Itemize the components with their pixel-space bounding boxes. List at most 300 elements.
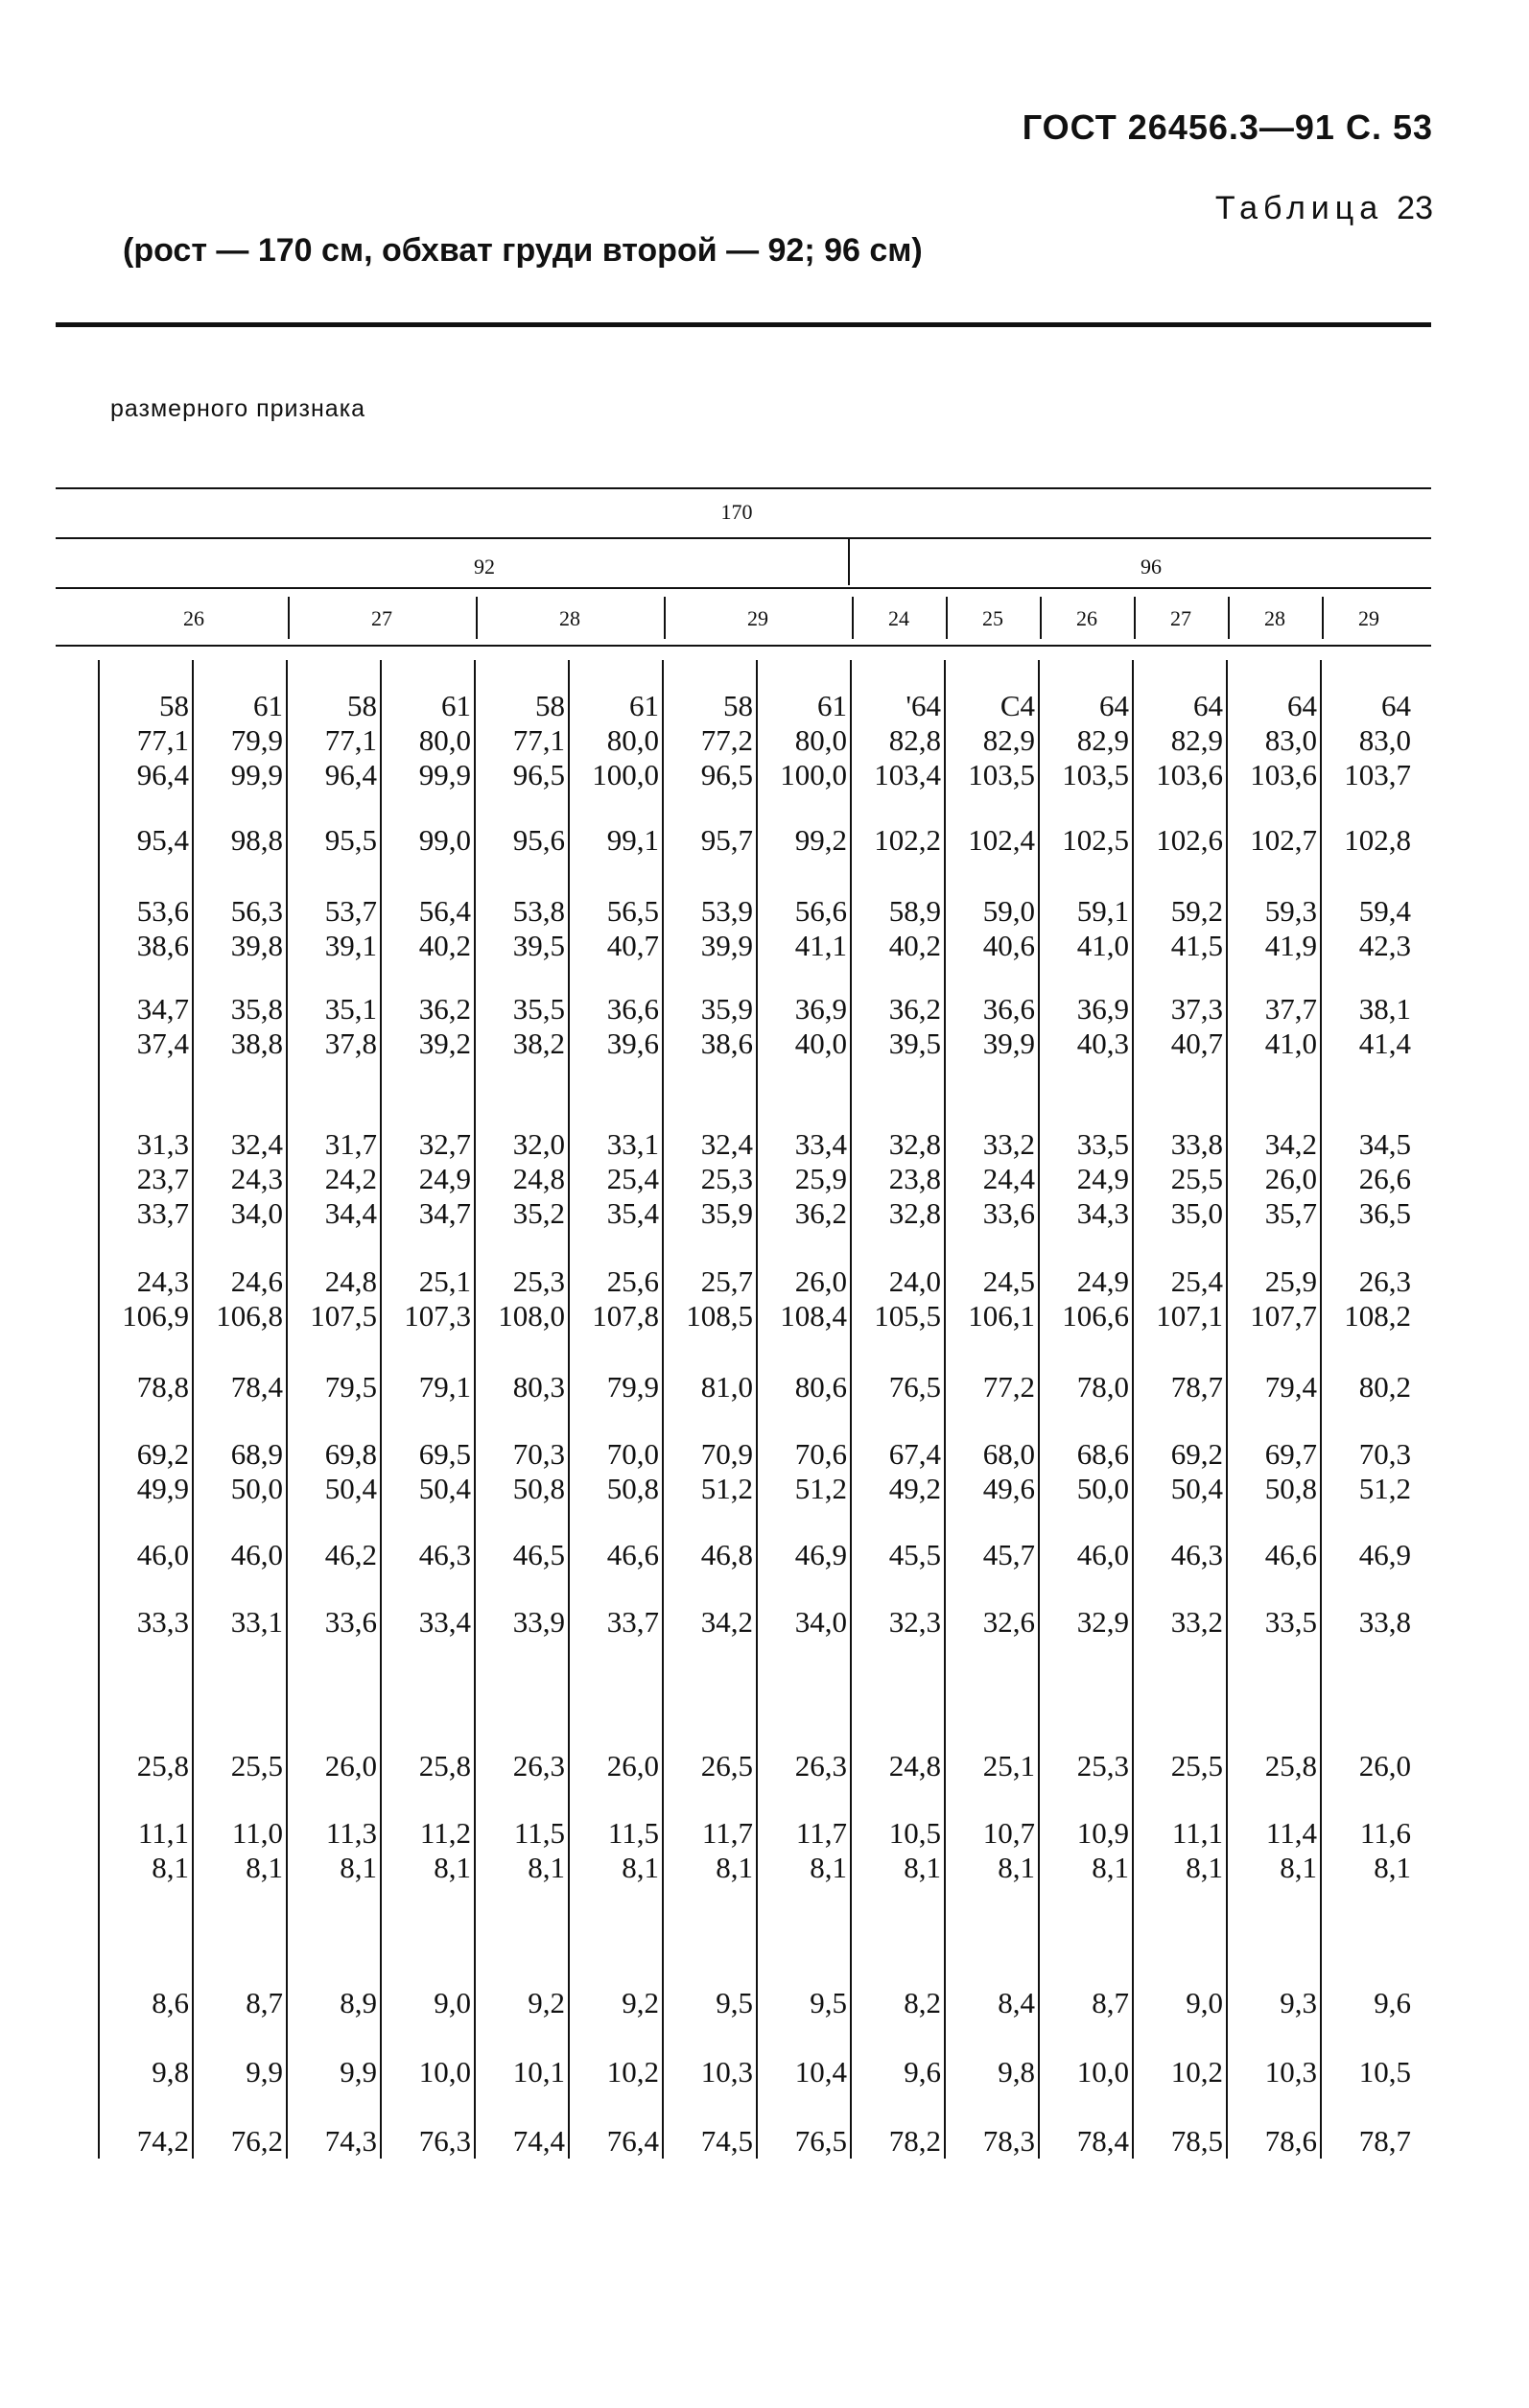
table-cell: 76,2 <box>230 2124 283 2158</box>
table-cell: 32,6 <box>982 1605 1035 1639</box>
table-cell: 40,3 <box>1076 1027 1129 1060</box>
table-cell: 80,0 <box>418 723 471 757</box>
table-cell: 107,5 <box>310 1299 377 1333</box>
table-cell: 10,2 <box>606 2055 659 2089</box>
table-cell: 69,2 <box>136 1437 189 1471</box>
chest-group-96: 96 <box>1141 555 1162 578</box>
table-cell: 77,1 <box>324 723 377 757</box>
table-cell: 103,4 <box>874 758 941 791</box>
table-cell: 59,0 <box>982 894 1035 928</box>
table-cell: 9,6 <box>1374 1986 1411 2019</box>
column-separator <box>1320 660 1322 2159</box>
table-cell: 41,0 <box>1076 929 1129 962</box>
table-cell: 74,2 <box>136 2124 189 2158</box>
table-cell: 33,2 <box>1170 1605 1223 1639</box>
table-cell: 10,9 <box>1076 1816 1129 1850</box>
table-cell: 34,7 <box>136 992 189 1026</box>
table-cell: 78,0 <box>1076 1370 1129 1404</box>
table-cell: 23,7 <box>136 1162 189 1195</box>
table-cell: 25,9 <box>794 1162 847 1195</box>
table-cell: 39,5 <box>512 929 565 962</box>
table-cell: 80,6 <box>794 1370 847 1404</box>
table-cell: 53,6 <box>136 894 189 928</box>
table-cell: 9,8 <box>152 2055 189 2089</box>
table-cell: 108,4 <box>780 1299 847 1333</box>
table-cell: 98,8 <box>230 823 283 857</box>
hip-divider <box>946 597 948 639</box>
table-cell: 103,6 <box>1250 758 1317 791</box>
table-cell: 40,7 <box>606 929 659 962</box>
hip-group-header: 29 <box>747 606 768 630</box>
table-cell: 11,2 <box>419 1816 471 1850</box>
table-cell: 70,9 <box>700 1437 753 1471</box>
table-cell: 46,0 <box>230 1538 283 1571</box>
table-cell: 106,9 <box>122 1299 189 1333</box>
table-cell: 74,3 <box>324 2124 377 2158</box>
table-cell: 10,3 <box>1264 2055 1317 2089</box>
table-cell: 95,6 <box>512 823 565 857</box>
table-cell: 96,5 <box>700 758 753 791</box>
table-cell: 34,2 <box>1264 1127 1317 1161</box>
table-cell: 25,3 <box>700 1162 753 1195</box>
table-cell: 103,6 <box>1156 758 1223 791</box>
table-cell: 103,5 <box>968 758 1035 791</box>
table-cell: 45,5 <box>888 1538 941 1571</box>
table-cell: 78,4 <box>1076 2124 1129 2158</box>
table-cell: 82,9 <box>1170 723 1223 757</box>
table-cell: 96,5 <box>512 758 565 791</box>
table-cell: 9,8 <box>998 2055 1035 2089</box>
table-cell: 64 <box>1381 689 1411 722</box>
table-cell: 34,3 <box>1076 1196 1129 1230</box>
table-cell: 10,0 <box>418 2055 471 2089</box>
table-cell: 58 <box>159 689 189 722</box>
column-separator <box>756 660 758 2159</box>
table-cell: 33,5 <box>1264 1605 1317 1639</box>
table-cell: 24,8 <box>324 1264 377 1298</box>
table-cell: 83,0 <box>1358 723 1411 757</box>
table-cell: 96,4 <box>136 758 189 791</box>
table-cell: 26,5 <box>700 1749 753 1782</box>
table-cell: 39,2 <box>418 1027 471 1060</box>
table-cell: 78,5 <box>1170 2124 1223 2158</box>
table-cell: 102,5 <box>1062 823 1129 857</box>
page-header-standard: ГОСТ 26456.3—91 С. 53 <box>1022 107 1433 147</box>
table-cell: 50,4 <box>324 1472 377 1505</box>
table-cell: 9,5 <box>810 1986 847 2019</box>
table-cell: 8,4 <box>998 1986 1035 2019</box>
table-cell: 50,8 <box>1264 1472 1317 1505</box>
table-cell: 49,6 <box>982 1472 1035 1505</box>
table-cell: 78,2 <box>888 2124 941 2158</box>
table-cell: 46,5 <box>512 1538 565 1571</box>
table-cell: 67,4 <box>888 1437 941 1471</box>
table-cell: 9,2 <box>528 1986 565 2019</box>
column-caption: размерного признака <box>110 395 366 422</box>
table-cell: 78,3 <box>982 2124 1035 2158</box>
top-rule <box>56 322 1431 327</box>
table-cell: 35,4 <box>606 1196 659 1230</box>
chest-divider <box>848 539 850 585</box>
table-cell: 103,5 <box>1062 758 1129 791</box>
table-cell: 8,2 <box>904 1986 941 2019</box>
table-cell: 50,8 <box>512 1472 565 1505</box>
table-cell: 56,5 <box>606 894 659 928</box>
table-cell: 59,4 <box>1358 894 1411 928</box>
table-cell: 32,8 <box>888 1196 941 1230</box>
table-cell: 25,5 <box>1170 1749 1223 1782</box>
table-cell: 37,3 <box>1170 992 1223 1026</box>
table-cell: 108,0 <box>498 1299 565 1333</box>
column-separator <box>380 660 382 2159</box>
column-separator <box>98 660 100 2159</box>
table-cell: 106,1 <box>968 1299 1035 1333</box>
table-cell: 33,6 <box>982 1196 1035 1230</box>
table-cell: 11,3 <box>325 1816 377 1850</box>
table-cell: 8,1 <box>716 1851 753 1884</box>
table-cell: 58 <box>347 689 377 722</box>
table-cell: 10,7 <box>982 1816 1035 1850</box>
table-cell: 25,3 <box>512 1264 565 1298</box>
table-cell: 58 <box>535 689 565 722</box>
table-cell: 81,0 <box>700 1370 753 1404</box>
table-cell: 8,1 <box>810 1851 847 1884</box>
table-cell: 39,5 <box>888 1027 941 1060</box>
table-cell: 78,7 <box>1358 2124 1411 2158</box>
table-cell: 10,2 <box>1170 2055 1223 2089</box>
table-cell: 64 <box>1193 689 1223 722</box>
table-cell: 34,2 <box>700 1605 753 1639</box>
table-cell: 50,8 <box>606 1472 659 1505</box>
table-cell: 46,0 <box>136 1538 189 1571</box>
table-cell: 38,1 <box>1358 992 1411 1026</box>
table-cell: 33,2 <box>982 1127 1035 1161</box>
table-cell: 50,0 <box>1076 1472 1129 1505</box>
header-rule-1 <box>56 487 1431 489</box>
table-cell: 8,1 <box>904 1851 941 1884</box>
table-cell: 46,2 <box>324 1538 377 1571</box>
table-cell: 49,2 <box>888 1472 941 1505</box>
table-cell: 74,4 <box>512 2124 565 2158</box>
table-cell: 10,4 <box>794 2055 847 2089</box>
table-cell: 26,0 <box>324 1749 377 1782</box>
table-cell: 53,7 <box>324 894 377 928</box>
table-cell: 61 <box>817 689 847 722</box>
table-cell: 99,1 <box>606 823 659 857</box>
table-cell: 24,2 <box>324 1162 377 1195</box>
table-cell: 11,6 <box>1359 1816 1411 1850</box>
table-cell: 82,9 <box>982 723 1035 757</box>
hip-group-header: 28 <box>1264 606 1285 630</box>
table-cell: 61 <box>253 689 283 722</box>
table-cell: 32,9 <box>1076 1605 1129 1639</box>
table-cell: 78,7 <box>1170 1370 1223 1404</box>
table-cell: 8,9 <box>340 1986 377 2019</box>
table-cell: 56,4 <box>418 894 471 928</box>
table-cell: 33,8 <box>1358 1605 1411 1639</box>
table-cell: 35,1 <box>324 992 377 1026</box>
table-cell: 26,6 <box>1358 1162 1411 1195</box>
table-cell: 102,7 <box>1250 823 1317 857</box>
table-cell: 82,9 <box>1076 723 1129 757</box>
table-cell: 107,8 <box>592 1299 659 1333</box>
table-cell: 40,7 <box>1170 1027 1223 1060</box>
table-cell: 33,9 <box>512 1605 565 1639</box>
table-cell: 102,8 <box>1344 823 1411 857</box>
table-cell: 79,5 <box>324 1370 377 1404</box>
column-separator <box>192 660 194 2159</box>
table-cell: 9,0 <box>1186 1986 1223 2019</box>
table-cell: 11,1 <box>1171 1816 1223 1850</box>
table-cell: 77,1 <box>136 723 189 757</box>
table-cell: 26,3 <box>512 1749 565 1782</box>
hip-divider <box>476 597 478 639</box>
table-cell: 11,4 <box>1265 1816 1317 1850</box>
table-cell: 33,3 <box>136 1605 189 1639</box>
table-cell: 25,5 <box>1170 1162 1223 1195</box>
table-cell: 102,4 <box>968 823 1035 857</box>
table-cell: 77,2 <box>982 1370 1035 1404</box>
hip-divider <box>1228 597 1230 639</box>
table-cell: 46,6 <box>606 1538 659 1571</box>
table-cell: 74,5 <box>700 2124 753 2158</box>
table-cell: 25,1 <box>418 1264 471 1298</box>
table-cell: 102,6 <box>1156 823 1223 857</box>
table-cell: 33,8 <box>1170 1127 1223 1161</box>
table-cell: 39,8 <box>230 929 283 962</box>
table-cell: 39,1 <box>324 929 377 962</box>
table-cell: 78,4 <box>230 1370 283 1404</box>
table-cell: 8,1 <box>528 1851 565 1884</box>
table-cell: 46,9 <box>794 1538 847 1571</box>
column-separator <box>286 660 288 2159</box>
table-cell: 33,4 <box>794 1127 847 1161</box>
table-label <box>1215 190 1433 227</box>
table-cell: 24,0 <box>888 1264 941 1298</box>
table-cell: 9,3 <box>1280 1986 1317 2019</box>
table-cell: 41,1 <box>794 929 847 962</box>
table-cell: 9,9 <box>246 2055 283 2089</box>
hip-group-header: 26 <box>183 606 204 630</box>
table-cell: 26,3 <box>1358 1264 1411 1298</box>
table-cell: 79,9 <box>230 723 283 757</box>
table-cell: 10,3 <box>700 2055 753 2089</box>
table-cell: 105,5 <box>874 1299 941 1333</box>
table-cell: 33,7 <box>606 1605 659 1639</box>
table-cell: 42,3 <box>1358 929 1411 962</box>
table-cell: 39,6 <box>606 1027 659 1060</box>
column-separator <box>662 660 664 2159</box>
table-cell: 40,2 <box>418 929 471 962</box>
table-cell: 76,5 <box>794 2124 847 2158</box>
table-cell: 58 <box>723 689 753 722</box>
hip-group-header: 27 <box>371 606 392 630</box>
table-cell: 10,5 <box>888 1816 941 1850</box>
table-cell: 50,4 <box>1170 1472 1223 1505</box>
table-cell: 82,8 <box>888 723 941 757</box>
hip-divider <box>852 597 854 639</box>
table-cell: 11,1 <box>137 1816 189 1850</box>
table-cell: 8,7 <box>1092 1986 1129 2019</box>
table-cell: 33,1 <box>230 1605 283 1639</box>
table-cell: 25,7 <box>700 1264 753 1298</box>
column-separator <box>1038 660 1040 2159</box>
table-cell: 24,5 <box>982 1264 1035 1298</box>
table-cell: 69,8 <box>324 1437 377 1471</box>
table-cell: 25,3 <box>1076 1749 1129 1782</box>
table-cell: 11,0 <box>231 1816 283 1850</box>
table-cell: C4 <box>1000 689 1035 722</box>
table-cell: 56,3 <box>230 894 283 928</box>
table-cell: 68,6 <box>1076 1437 1129 1471</box>
table-cell: 8,6 <box>152 1986 189 2019</box>
table-cell: 33,7 <box>136 1196 189 1230</box>
table-cell: 10,0 <box>1076 2055 1129 2089</box>
hip-group-header: 28 <box>559 606 580 630</box>
table-cell: 37,4 <box>136 1027 189 1060</box>
table-cell: 99,9 <box>418 758 471 791</box>
table-cell: 35,7 <box>1264 1196 1317 1230</box>
table-cell: 33,4 <box>418 1605 471 1639</box>
table-cell: 26,0 <box>794 1264 847 1298</box>
table-cell: 8,1 <box>152 1851 189 1884</box>
table-cell: 79,1 <box>418 1370 471 1404</box>
table-cell: 56,6 <box>794 894 847 928</box>
table-cell: 41,4 <box>1358 1027 1411 1060</box>
table-cell: 59,2 <box>1170 894 1223 928</box>
table-cell: 96,4 <box>324 758 377 791</box>
table-cell: 34,0 <box>230 1196 283 1230</box>
table-cell: 61 <box>441 689 471 722</box>
table-cell: 32,8 <box>888 1127 941 1161</box>
table-cell: 35,2 <box>512 1196 565 1230</box>
table-cell: 9,0 <box>434 1986 471 2019</box>
table-cell: 76,4 <box>606 2124 659 2158</box>
table-cell: 8,7 <box>246 1986 283 2019</box>
table-cell: 9,9 <box>340 2055 377 2089</box>
table-cell: 24,4 <box>982 1162 1035 1195</box>
table-cell: 11,7 <box>795 1816 847 1850</box>
table-cell: 37,7 <box>1264 992 1317 1026</box>
table-cell: 24,9 <box>1076 1162 1129 1195</box>
table-cell: 103,7 <box>1344 758 1411 791</box>
table-cell: 32,4 <box>700 1127 753 1161</box>
column-separator <box>1132 660 1134 2159</box>
table-cell: 61 <box>629 689 659 722</box>
hip-divider <box>1040 597 1042 639</box>
table-cell: 49,9 <box>136 1472 189 1505</box>
table-cell: 107,1 <box>1156 1299 1223 1333</box>
table-cell: 23,8 <box>888 1162 941 1195</box>
column-separator <box>850 660 852 2159</box>
column-separator <box>568 660 570 2159</box>
table-cell: 24,6 <box>230 1264 283 1298</box>
table-cell: 8,1 <box>622 1851 659 1884</box>
table-cell: 53,9 <box>700 894 753 928</box>
table-cell: 34,0 <box>794 1605 847 1639</box>
table-cell: 9,5 <box>716 1986 753 2019</box>
table-cell: 8,1 <box>246 1851 283 1884</box>
table-cell: 41,9 <box>1264 929 1317 962</box>
table-cell: 40,6 <box>982 929 1035 962</box>
table-cell: 26,3 <box>794 1749 847 1782</box>
table-cell: 99,9 <box>230 758 283 791</box>
table-cell: 24,9 <box>1076 1264 1129 1298</box>
table-cell: 11,5 <box>607 1816 659 1850</box>
hip-group-header: 24 <box>888 606 909 630</box>
table-cell: 32,7 <box>418 1127 471 1161</box>
table-cell: 25,9 <box>1264 1264 1317 1298</box>
header-rule-4 <box>56 645 1431 647</box>
table-cell: 34,7 <box>418 1196 471 1230</box>
table-cell: 95,5 <box>324 823 377 857</box>
table-cell: 34,4 <box>324 1196 377 1230</box>
table-cell: 45,7 <box>982 1538 1035 1571</box>
header-rule-2 <box>56 537 1431 539</box>
table-cell: 68,0 <box>982 1437 1035 1471</box>
table-cell: 31,7 <box>324 1127 377 1161</box>
table-cell: 69,7 <box>1264 1437 1317 1471</box>
table-cell: 32,0 <box>512 1127 565 1161</box>
table-cell: 25,5 <box>230 1749 283 1782</box>
table-cell: 8,1 <box>998 1851 1035 1884</box>
table-cell: 36,9 <box>794 992 847 1026</box>
table-cell: 41,5 <box>1170 929 1223 962</box>
header-rule-3 <box>56 587 1431 589</box>
table-cell: 80,3 <box>512 1370 565 1404</box>
table-cell: 80,2 <box>1358 1370 1411 1404</box>
table-cell: 70,3 <box>1358 1437 1411 1471</box>
table-cell: 8,1 <box>340 1851 377 1884</box>
table-cell: 11,5 <box>513 1816 565 1850</box>
table-cell: 25,8 <box>136 1749 189 1782</box>
table-cell: 9,6 <box>904 2055 941 2089</box>
table-cell: 26,0 <box>1264 1162 1317 1195</box>
table-cell: 10,5 <box>1358 2055 1411 2089</box>
hip-divider <box>664 597 666 639</box>
hip-group-header: 27 <box>1170 606 1191 630</box>
table-cell: 36,2 <box>794 1196 847 1230</box>
table-cell: 8,1 <box>1186 1851 1223 1884</box>
table-cell: 76,3 <box>418 2124 471 2158</box>
hip-divider <box>1322 597 1324 639</box>
table-cell: 40,2 <box>888 929 941 962</box>
table-cell: 36,9 <box>1076 992 1129 1026</box>
table-cell: 25,6 <box>606 1264 659 1298</box>
table-cell: 77,1 <box>512 723 565 757</box>
table-cell: 39,9 <box>700 929 753 962</box>
table-cell: 33,6 <box>324 1605 377 1639</box>
table-cell: 79,4 <box>1264 1370 1317 1404</box>
table-cell: 95,4 <box>136 823 189 857</box>
table-cell: '64 <box>906 689 941 722</box>
table-cell: 46,3 <box>1170 1538 1223 1571</box>
column-separator <box>474 660 476 2159</box>
table-cell: 24,8 <box>512 1162 565 1195</box>
table-cell: 35,9 <box>700 1196 753 1230</box>
table-cell: 33,5 <box>1076 1127 1129 1161</box>
table-cell: 41,0 <box>1264 1027 1317 1060</box>
column-separator <box>1226 660 1228 2159</box>
table-cell: 24,8 <box>888 1749 941 1782</box>
table-cell: 25,4 <box>606 1162 659 1195</box>
table-cell: 24,3 <box>230 1162 283 1195</box>
table-cell: 35,9 <box>700 992 753 1026</box>
table-cell: 35,5 <box>512 992 565 1026</box>
table-cell: 8,1 <box>1092 1851 1129 1884</box>
table-cell: 36,5 <box>1358 1196 1411 1230</box>
hip-group-header: 26 <box>1076 606 1097 630</box>
